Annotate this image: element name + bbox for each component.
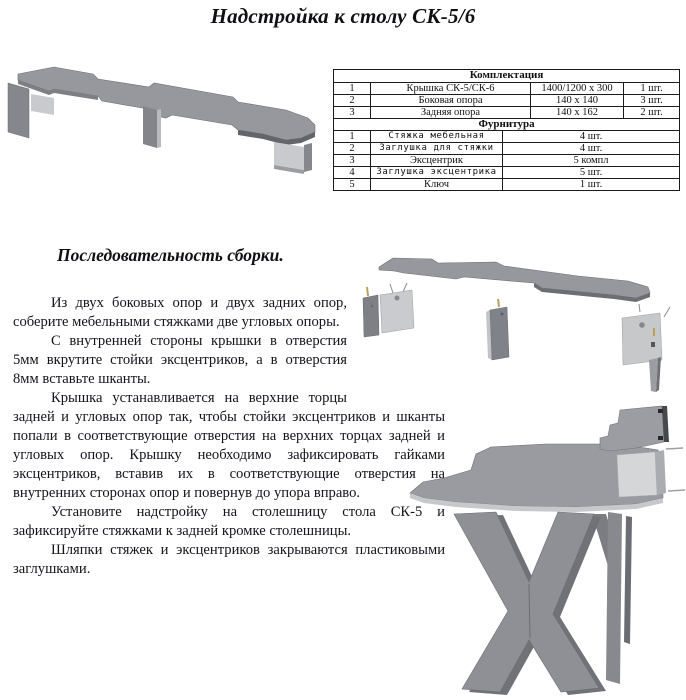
part-name-cell: Крышка СК-5/СК-6 bbox=[371, 82, 531, 94]
table-section-header bbox=[334, 118, 680, 131]
part-number-cell: 1 bbox=[334, 82, 371, 94]
part-qty-cell: 5 шт. bbox=[503, 167, 680, 179]
part-size-cell: 140 x 162 bbox=[531, 106, 624, 118]
part-name-cell: Боковая опора bbox=[371, 94, 531, 106]
table-row bbox=[334, 131, 680, 143]
assembly-paragraph: Крышка устанавливается на верхние торцы задней и угловых опор так, чтобы стойки эксцентриков и шканты попали в соответствующие отверстия на верхних торцах задней и угловых опор. Крышку необходимо зафиксировать гайками эксцентриков, вставив их в соответствующие отверстия на внутренних сторонах опор и повернув до упора вправо. bbox=[13, 390, 445, 501]
part-qty-cell: 3 шт. bbox=[624, 94, 680, 106]
cam-lock bbox=[651, 342, 655, 347]
part-name-cell: Задняя опора bbox=[371, 106, 531, 118]
assembly-instructions bbox=[13, 294, 445, 579]
part-number-cell: 5 bbox=[334, 179, 371, 191]
fastener-tab bbox=[658, 436, 663, 440]
top-board bbox=[18, 67, 315, 145]
middle-support bbox=[486, 299, 509, 360]
middle-support bbox=[143, 106, 161, 148]
table-row bbox=[334, 179, 680, 191]
part-size-cell: 140 x 140 bbox=[531, 94, 624, 106]
illustration-desk-with-unit bbox=[396, 392, 686, 700]
part-name-cell: Эксцентрик bbox=[371, 155, 503, 167]
table-row bbox=[334, 82, 680, 94]
table-row bbox=[334, 155, 680, 167]
part-qty-cell: 1 шт. bbox=[624, 82, 680, 94]
table-row bbox=[334, 167, 680, 179]
rear-leg-panel bbox=[592, 512, 632, 684]
part-size-cell: 1400/1200 x 300 bbox=[531, 82, 624, 94]
dowel-pin bbox=[498, 299, 499, 307]
fixing-pins bbox=[666, 448, 685, 491]
assembly-heading: Последовательность сборки. bbox=[57, 245, 284, 265]
part-qty-cell: 2 шт. bbox=[624, 106, 680, 118]
right-corner-support bbox=[274, 142, 312, 174]
x-leg bbox=[454, 512, 606, 695]
part-number-cell: 2 bbox=[334, 94, 371, 106]
eccentric-post bbox=[639, 304, 640, 312]
section-header-cell: Комплектация bbox=[334, 70, 680, 83]
eccentric-post bbox=[390, 284, 393, 293]
assembled-unit-drawing bbox=[2, 56, 332, 232]
part-number-cell: 1 bbox=[334, 131, 371, 143]
part-number-cell: 2 bbox=[334, 143, 371, 155]
part-name-cell: Ключ bbox=[371, 179, 503, 191]
part-name-cell: Заглушка для стяжки bbox=[371, 143, 503, 155]
assembly-paragraph: Из двух боковых опор и двух задних опор, соберите мебельными стяжками две угловых опоры. bbox=[13, 295, 347, 330]
part-name-cell: Стяжка мебельная bbox=[371, 131, 503, 143]
addon-corner-support bbox=[617, 450, 666, 497]
part-qty-cell: 4 шт. bbox=[503, 131, 680, 143]
part-number-cell: 4 bbox=[334, 167, 371, 179]
table-section-header bbox=[334, 70, 680, 83]
table-row bbox=[334, 94, 680, 106]
section-header-cell: Фурнитура bbox=[334, 118, 680, 131]
assembly-paragraph: Шляпки стяжек и эксцентриков закрываются пластиковыми заглушками. bbox=[13, 542, 445, 577]
page-title: Надстройка к столу СК-5/6 bbox=[210, 4, 476, 28]
right-corner-support bbox=[622, 304, 670, 392]
part-qty-cell: 1 шт. bbox=[503, 179, 680, 191]
eccentric-hole bbox=[501, 313, 504, 316]
table-row bbox=[334, 106, 680, 118]
addon-top-board bbox=[600, 406, 669, 451]
parts-table bbox=[333, 69, 680, 191]
assembly-paragraph: Установите надстройку на столешницу стола СК-5 и зафиксируйте стяжками к задней кромке столешницы. bbox=[13, 504, 445, 539]
part-number-cell: 3 bbox=[334, 106, 371, 118]
part-name-cell: Заглушка эксцентрика bbox=[371, 167, 503, 179]
table-row bbox=[334, 143, 680, 155]
text-wrap-spacer bbox=[347, 294, 445, 393]
assembly-paragraph: С внутренней стороны крышки в отверстия 5мм вкрутите стойки эксцентриков, а в отверстия 8мм вставьте шканты. bbox=[13, 333, 347, 387]
part-number-cell: 3 bbox=[334, 155, 371, 167]
part-qty-cell: 4 шт. bbox=[503, 143, 680, 155]
eccentric-post bbox=[664, 307, 670, 317]
fastener-tab bbox=[658, 409, 663, 413]
eccentric-hole bbox=[639, 322, 645, 328]
part-qty-cell: 5 компл bbox=[503, 155, 680, 167]
desk-drawing bbox=[396, 392, 686, 700]
illustration-assembled-unit bbox=[2, 56, 332, 232]
